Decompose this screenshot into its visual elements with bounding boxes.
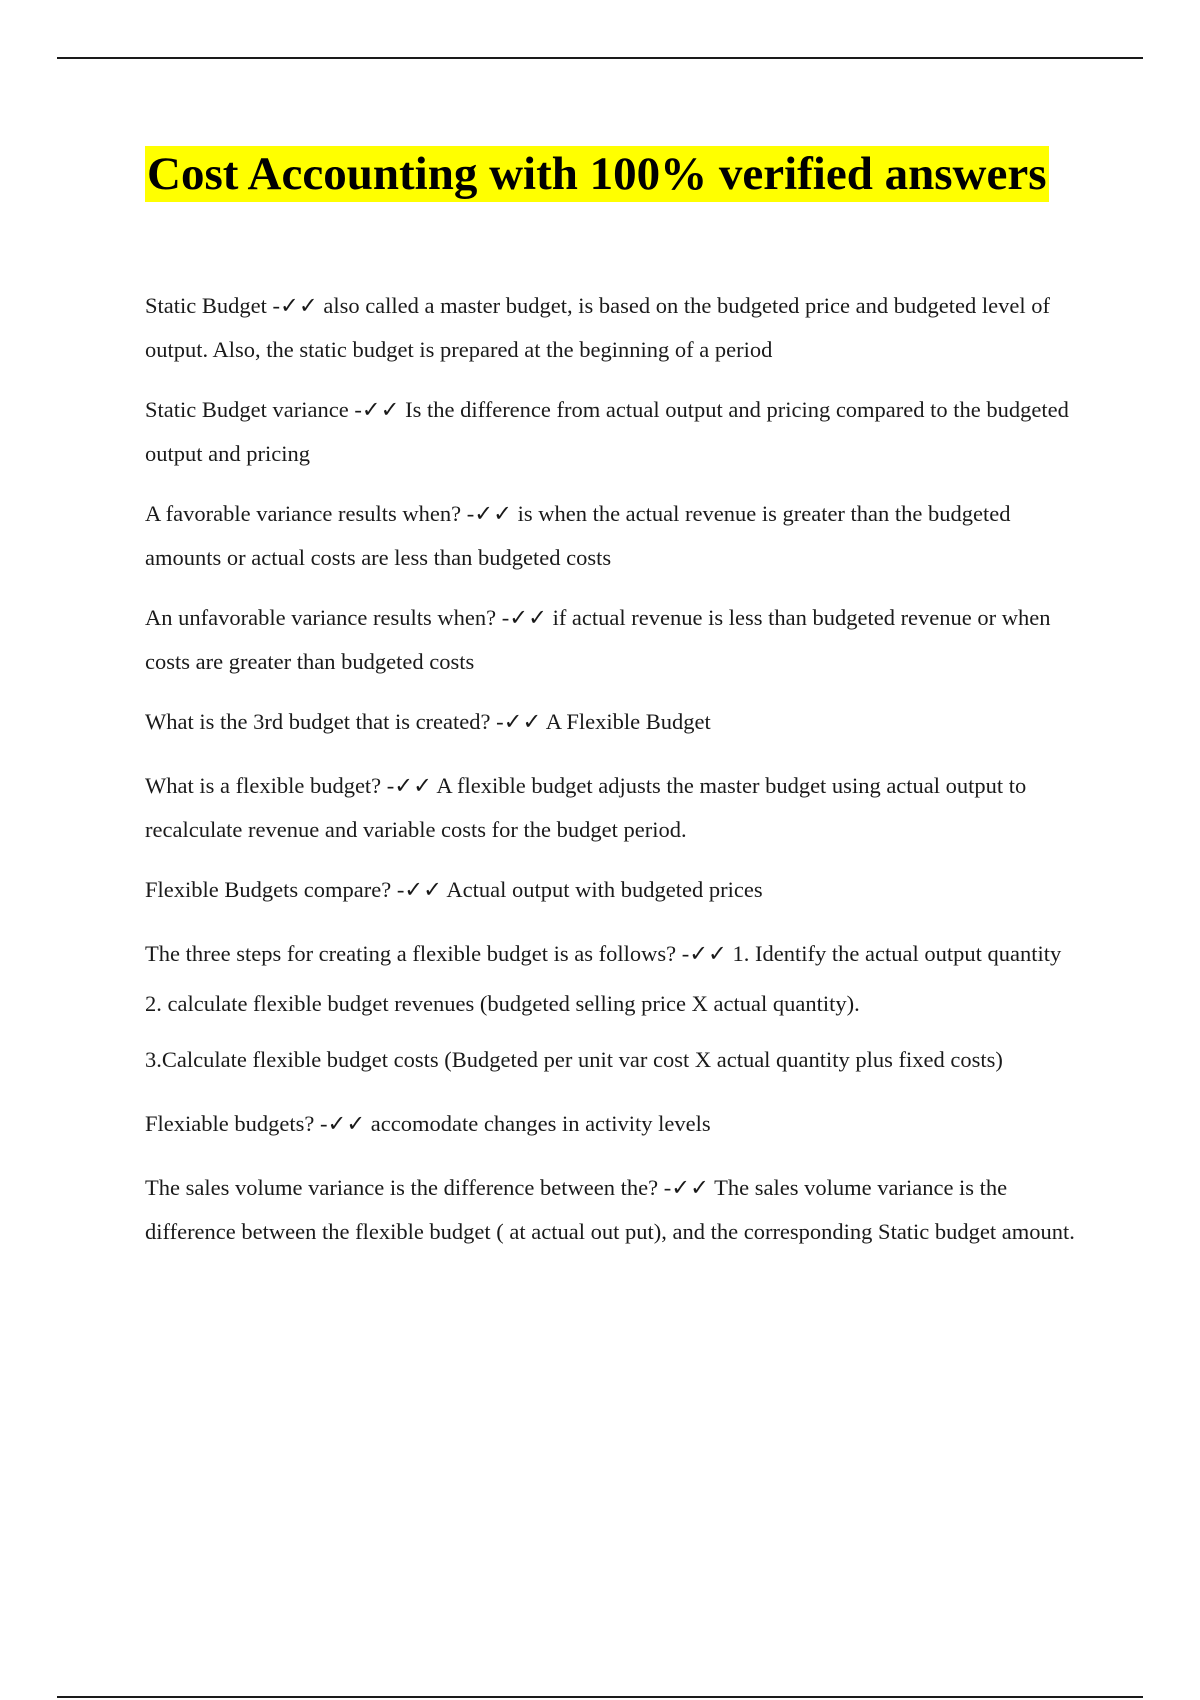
qa-term: An unfavorable variance results when? [145,605,497,630]
check-separator: -✓✓ [496,709,542,734]
qa-item [145,388,1080,476]
qa-answer: if actual revenue is less than budgeted revenue or when costs are greater than budgeted costs [145,605,1051,674]
qa-answer: 1. Identify the actual output quantity [732,941,1062,966]
step-line: 3.Calculate flexible budget costs (Budgeted per unit var cost X actual quantity plus fixed costs) [145,1047,1003,1072]
check-separator: -✓✓ [663,1175,709,1200]
qa-answer: A Flexible Budget [545,709,711,734]
qa-term: Static Budget [145,293,267,318]
check-separator: -✓✓ [272,293,318,318]
bottom-rule [57,1696,1143,1698]
qa-item [145,492,1080,580]
check-separator: -✓✓ [681,941,727,966]
document-title: Cost Accounting with 100% verified answers [147,148,1047,200]
qa-item [145,1166,1080,1254]
qa-item [145,596,1080,684]
qa-answer: Actual output with budgeted prices [446,877,763,902]
qa-term: A favorable variance results when? [145,501,462,526]
top-rule [57,57,1143,59]
qa-item [145,284,1080,372]
qa-term: The three steps for creating a flexible budget is as follows? [145,941,677,966]
qa-term: What is the 3rd budget that is created? [145,709,491,734]
document-body [145,284,1080,1270]
qa-term: The sales volume variance is the difference between the? [145,1175,659,1200]
check-separator: -✓✓ [319,1111,366,1136]
check-separator: -✓✓ [501,605,547,630]
qa-item [145,868,1080,912]
qa-item [145,700,1080,744]
qa-answer: A flexible budget adjusts the master budget using actual output to recalculate revenue and variable costs for the budget period. [145,773,1027,842]
qa-term: Static Budget variance [145,397,349,422]
check-separator: -✓✓ [466,501,512,526]
step-line: 2. calculate flexible budget revenues (budgeted selling price X actual quantity). [145,991,860,1016]
title-block [145,146,1049,202]
qa-item [145,1102,1080,1146]
qa-answer: is when the actual revenue is greater than the budgeted amounts or actual costs are less than budgeted costs [145,501,1011,570]
qa-item [145,764,1080,852]
check-separator: -✓✓ [386,773,432,798]
qa-answer: accomodate changes in activity levels [370,1111,711,1136]
qa-term: Flexible Budgets compare? [145,877,392,902]
qa-answer: The sales volume variance is the difference between the flexible budget ( at actual out put), and the corresponding Static budget amount. [145,1175,1075,1244]
qa-term: What is a flexible budget? [145,773,382,798]
qa-answer: also called a master budget, is based on the budgeted price and budgeted level of output. Also, the static budget is prepared at the beginning of a period [145,293,1050,362]
check-separator: -✓✓ [354,397,400,422]
qa-answer: Is the difference from actual output and pricing compared to the budgeted output and pricing [145,397,1069,466]
qa-item [145,932,1080,976]
check-separator: -✓✓ [396,877,443,902]
qa-term: Flexiable budgets? [145,1111,315,1136]
